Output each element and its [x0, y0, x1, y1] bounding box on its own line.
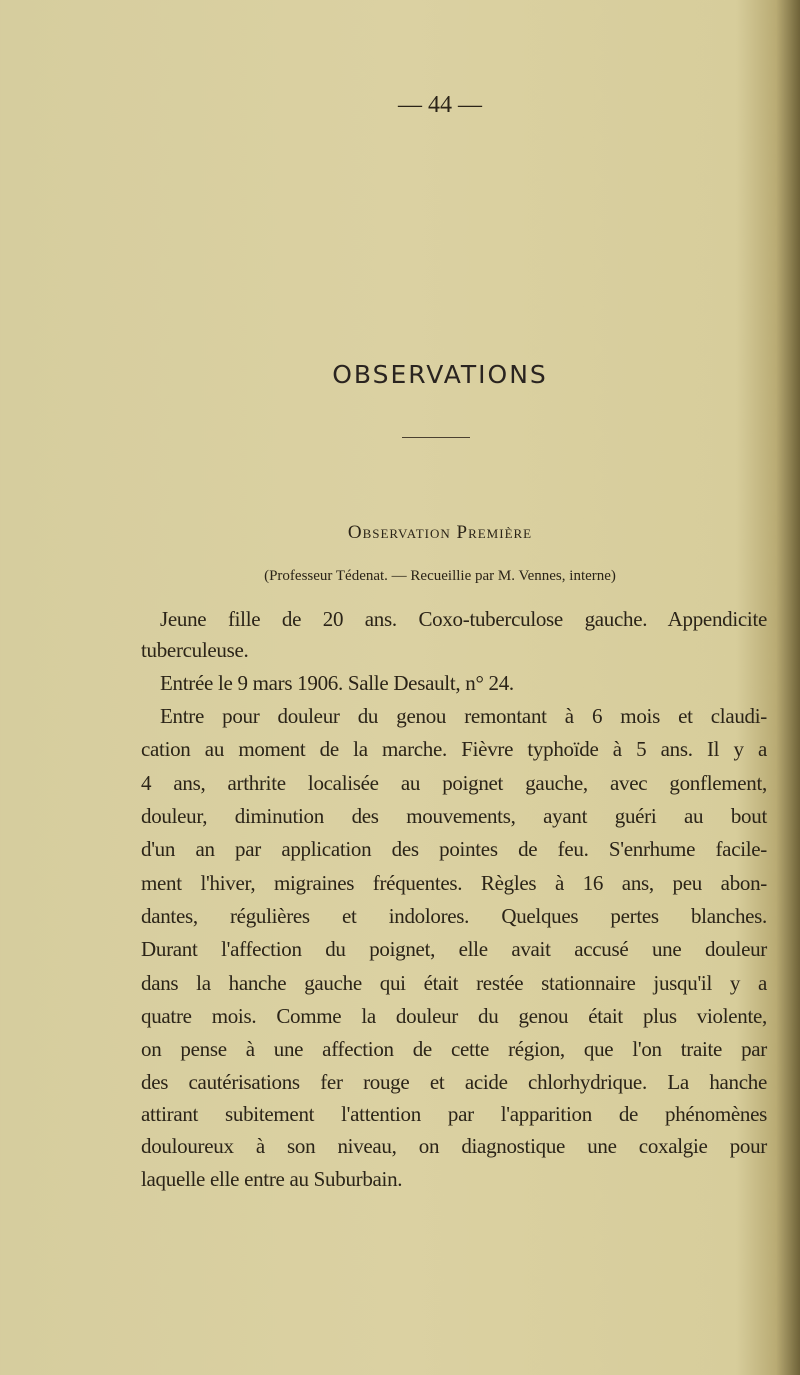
body-line: attirant subitement l'attention par l'apparition de phénomènes: [141, 1102, 767, 1126]
observation-subtitle: (Professeur Tédenat. — Recueillie par M. Vennes, interne): [264, 568, 616, 584]
body-line: d'un an par application des pointes de feu. S'enrhume facile-: [141, 837, 767, 861]
page-number: — 44 —: [398, 92, 482, 118]
body-line: laquelle elle entre au Suburbain.: [141, 1167, 403, 1191]
body-line: dans la hanche gauche qui était restée stationnaire jusqu'il y a: [141, 971, 767, 995]
body-line: on pense à une affection de cette région, que l'on traite par: [141, 1037, 767, 1061]
body-line: Durant l'affection du poignet, elle avait accusé une douleur: [141, 937, 767, 961]
observation-title: Observation Première: [347, 522, 533, 543]
body-line: Entrée le 9 mars 1906. Salle Desault, n° 24.: [160, 671, 514, 695]
body-line: ment l'hiver, migraines fréquentes. Règles à 16 ans, peu abon-: [141, 871, 767, 895]
body-line: douloureux à son niveau, on diagnostique une coxalgie pour: [141, 1134, 767, 1158]
divider-rule: [402, 437, 470, 438]
body-line: des cautérisations fer rouge et acide chlorhydrique. La hanche: [141, 1070, 767, 1094]
body-line: dantes, régulières et indolores. Quelques pertes blanches.: [141, 904, 767, 928]
body-line: quatre mois. Comme la douleur du genou était plus violente,: [141, 1004, 767, 1028]
section-heading: OBSERVATIONS: [332, 360, 548, 389]
body-line: douleur, diminution des mouvements, ayant guéri au bout: [141, 804, 767, 828]
body-line: cation au moment de la marche. Fièvre typhoïde à 5 ans. Il y a: [141, 737, 767, 761]
body-line: Entre pour douleur du genou remontant à 6 mois et claudi-: [160, 704, 767, 728]
body-line: 4 ans, arthrite localisée au poignet gauche, avec gonflement,: [141, 771, 767, 795]
body-line: tuberculeuse.: [141, 638, 249, 662]
body-line: Jeune fille de 20 ans. Coxo-tuberculose gauche. Appendicite: [160, 607, 767, 631]
